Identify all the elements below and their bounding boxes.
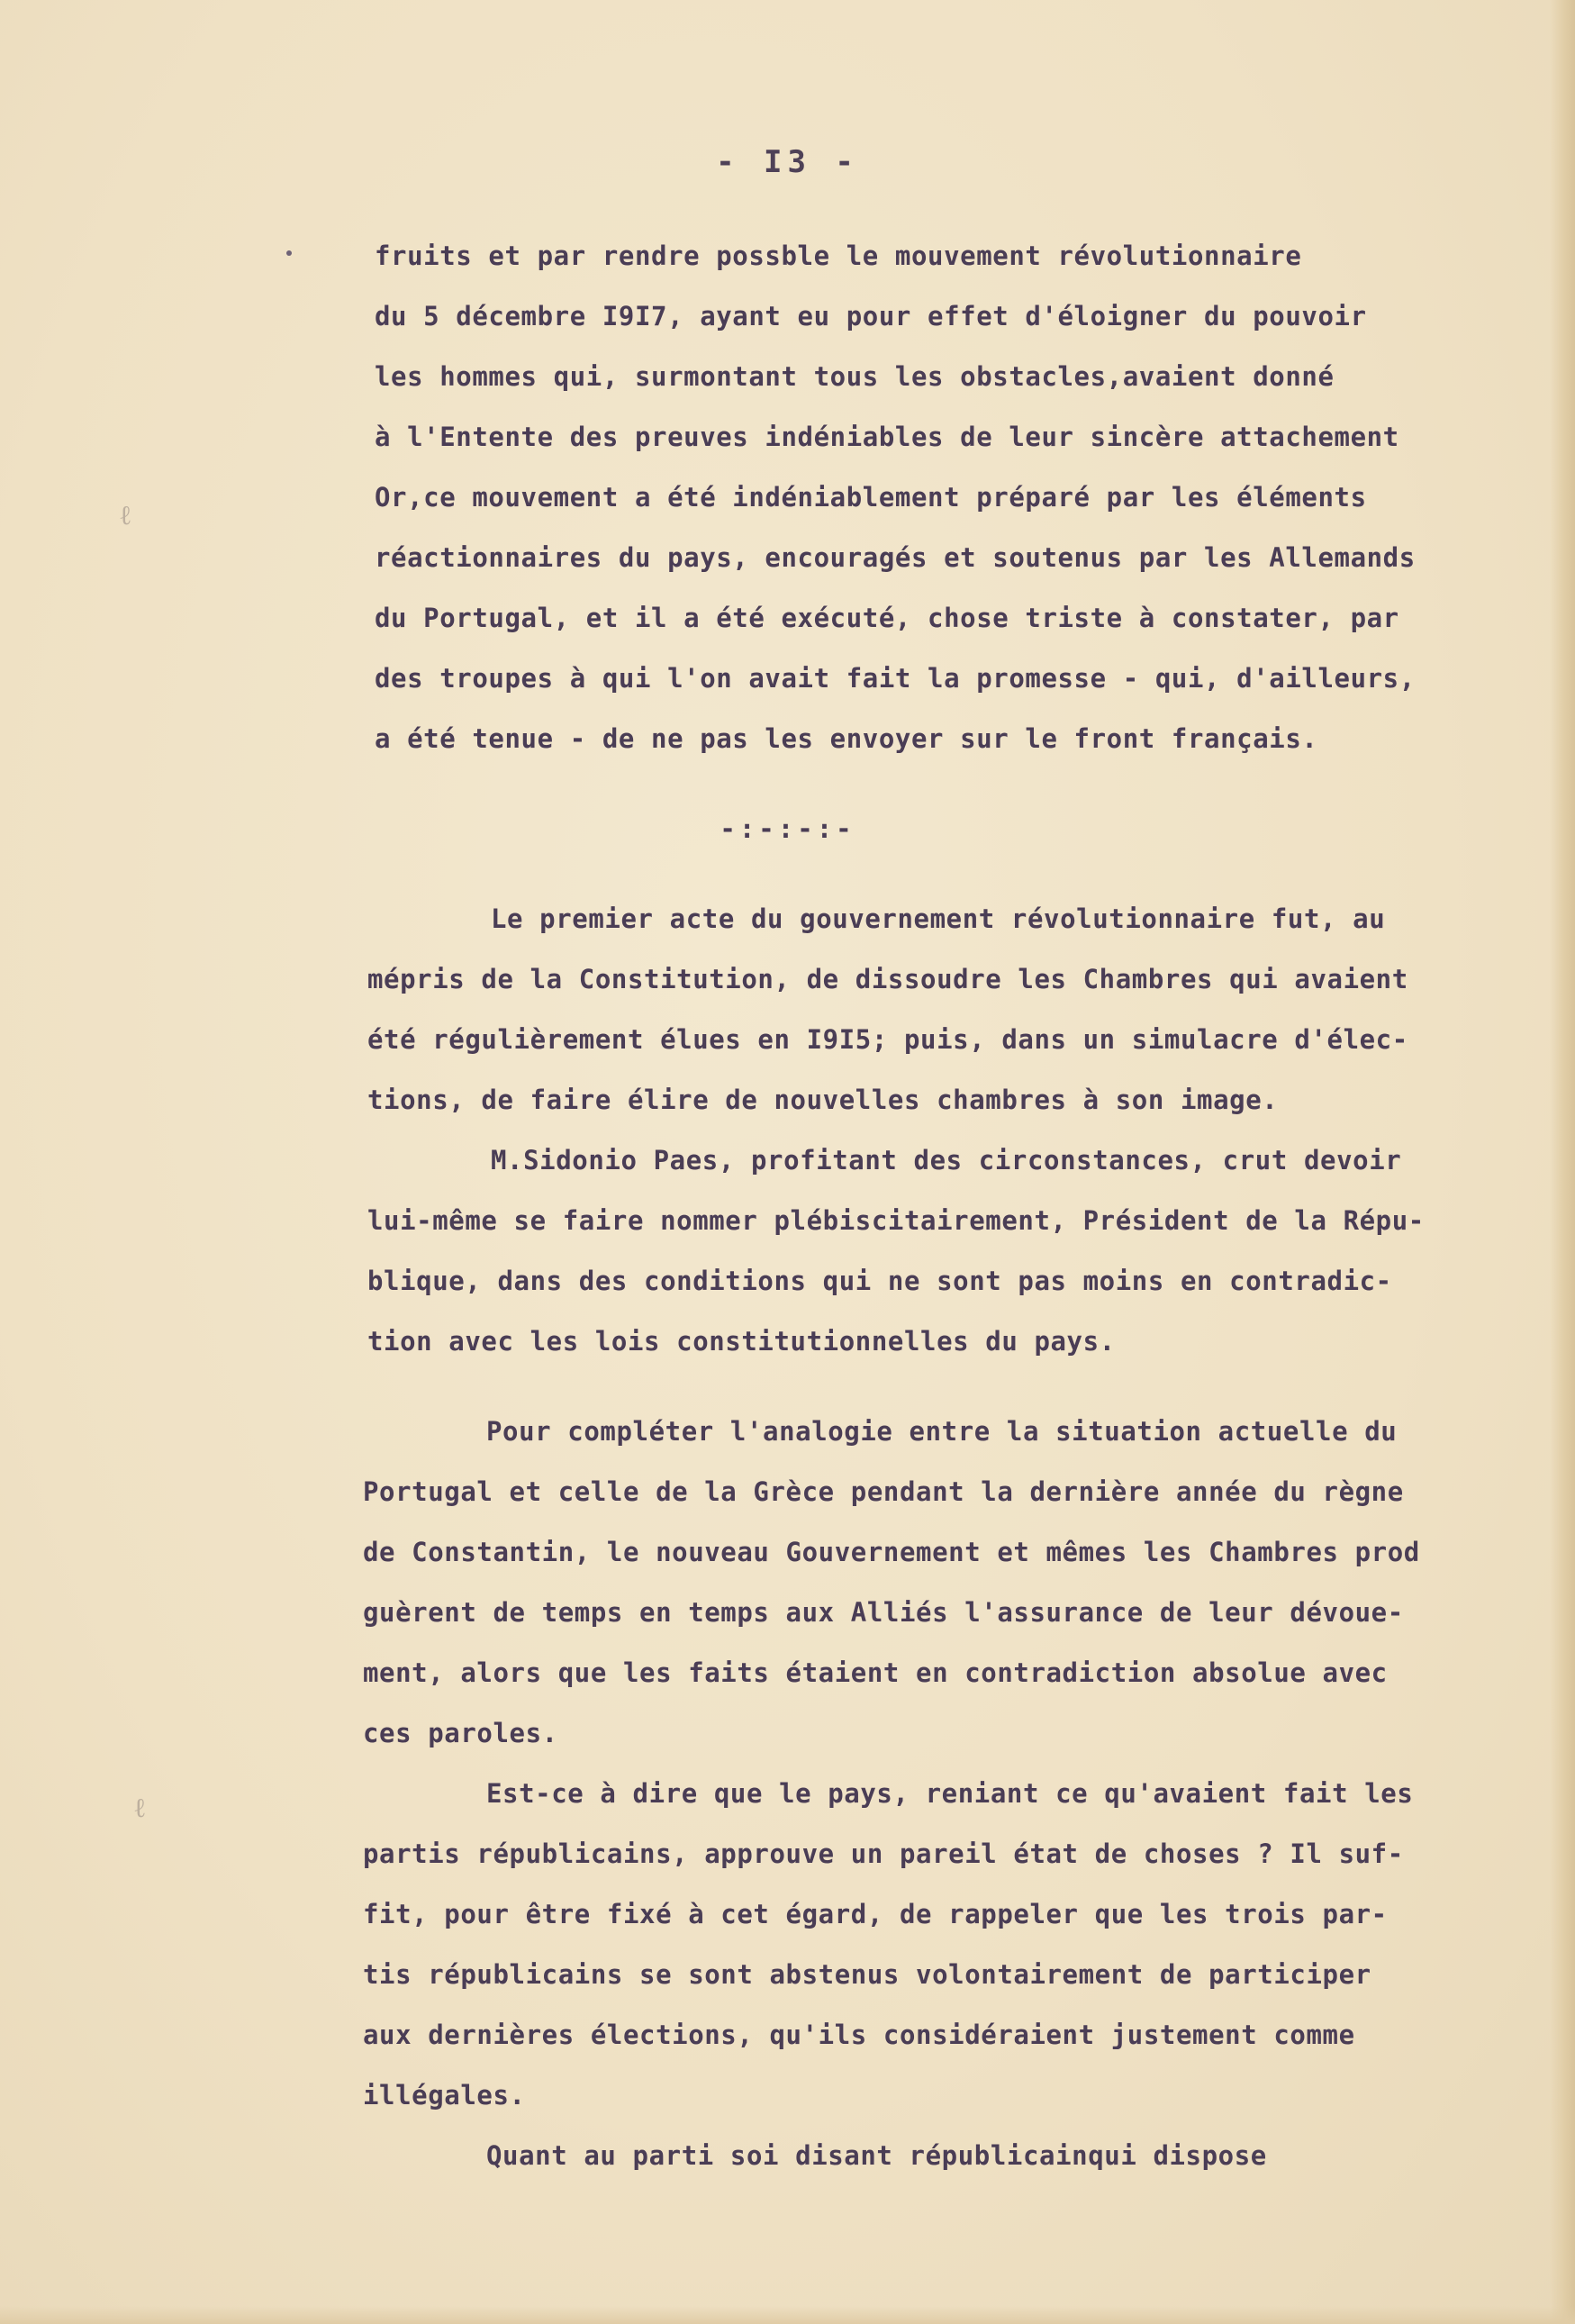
text-line: aux dernières élections, qu'ils considéraient justement comme bbox=[363, 2020, 1355, 2050]
text-line: de Constantin, le nouveau Gouvernement et mêmes les Chambres prod bbox=[363, 1537, 1420, 1567]
text-line: tis républicains se sont abstenus volontairement de participer bbox=[363, 1959, 1371, 1990]
text-line: Quant au parti soi disant républicainqui dispose bbox=[486, 2140, 1267, 2171]
pencil-mark: ℓ bbox=[119, 500, 132, 531]
text-line: a été tenue - de ne pas les envoyer sur le front français. bbox=[375, 723, 1318, 754]
text-line: Le premier acte du gouvernement révolutionnaire fut, au bbox=[491, 903, 1386, 934]
margin-dot bbox=[286, 250, 292, 256]
page-edge-shadow bbox=[1550, 0, 1575, 2324]
text-line: ces paroles. bbox=[363, 1718, 558, 1748]
text-line: lui-même se faire nommer plébiscitairement, Président de la Répu- bbox=[367, 1205, 1425, 1236]
text-line: des troupes à qui l'on avait fait la promesse - qui, d'ailleurs, bbox=[375, 663, 1416, 694]
text-line: Est-ce à dire que le pays, reniant ce qu'avaient fait les bbox=[486, 1778, 1414, 1809]
text-line: blique, dans des conditions qui ne sont pas moins en contradic- bbox=[367, 1266, 1392, 1296]
text-line: mépris de la Constitution, de dissoudre les Chambres qui avaient bbox=[367, 964, 1408, 994]
text-line: illégales. bbox=[363, 2080, 526, 2111]
pencil-mark: ℓ bbox=[133, 1793, 147, 1824]
text-line: les hommes qui, surmontant tous les obstacles,avaient donné bbox=[375, 361, 1335, 392]
text-line: ment, alors que les faits étaient en contradiction absolue avec bbox=[363, 1657, 1388, 1688]
text-line: réactionnaires du pays, encouragés et soutenus par les Allemands bbox=[375, 542, 1416, 573]
section-separator: -:-:-:- bbox=[720, 813, 855, 844]
page-bottom-shadow bbox=[0, 2306, 1575, 2324]
text-line: Pour compléter l'analogie entre la situation actuelle du bbox=[486, 1416, 1398, 1447]
text-line: été régulièrement élues en I9I5; puis, dans un simulacre d'élec- bbox=[367, 1024, 1408, 1055]
text-line: guèrent de temps en temps aux Alliés l'assurance de leur dévoue- bbox=[363, 1597, 1404, 1628]
text-line: Or,ce mouvement a été indéniablement préparé par les éléments bbox=[375, 482, 1367, 513]
text-line: M.Sidonio Paes, profitant des circonstances, crut devoir bbox=[491, 1145, 1402, 1176]
text-line: Portugal et celle de la Grèce pendant la dernière année du règne bbox=[363, 1476, 1404, 1507]
page-number: - I3 - bbox=[716, 144, 859, 180]
text-line: fit, pour être fixé à cet égard, de rappeler que les trois par- bbox=[363, 1899, 1388, 1929]
text-line: tion avec les lois constitutionnelles du pays. bbox=[367, 1326, 1116, 1357]
text-line: partis républicains, approuve un pareil état de choses ? Il suf- bbox=[363, 1838, 1404, 1869]
text-line: du 5 décembre I9I7, ayant eu pour effet d'éloigner du pouvoir bbox=[375, 301, 1367, 331]
text-line: du Portugal, et il a été exécuté, chose triste à constater, par bbox=[375, 603, 1399, 633]
text-line: fruits et par rendre possble le mouvement révolutionnaire bbox=[375, 241, 1302, 271]
text-line: à l'Entente des preuves indéniables de leur sincère attachement bbox=[375, 422, 1399, 452]
text-line: tions, de faire élire de nouvelles chambres à son image. bbox=[367, 1085, 1279, 1115]
